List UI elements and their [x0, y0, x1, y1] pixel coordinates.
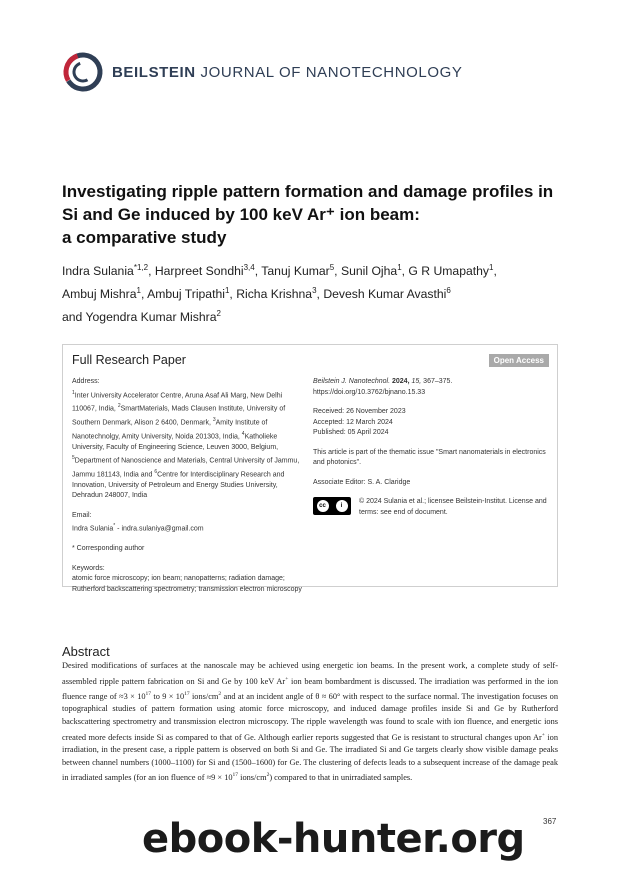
info-left-column [72, 377, 304, 595]
corresponding-note: * Corresponding author [72, 545, 145, 553]
email-label: Email: [72, 511, 92, 519]
author: Yogendra Kumar Mishra$^2$ [85, 309, 221, 325]
author: Richa Krishna$^3$ [236, 286, 317, 302]
info-right-column [313, 377, 551, 518]
cc-by-icon: cc i [313, 497, 351, 515]
email-line: Indra Sulania* - indra.sulaniya@gmail.com [72, 523, 204, 533]
author: Sunil Ojha$^1$ [340, 263, 402, 279]
abstract-heading: Abstract [62, 644, 110, 659]
author-list: Indra Sulania$^{*1,2}$, Harpreet Sondhi$^{3,4}$, Tanuj Kumar$^5$, Sunil Ojha$^1$, G R Umapathy$^1$, Ambuj Mishra$^1$, Ambuj Tripathi$^1$, Richa Krishna$^3$, Devesh Kumar Avasthi$^6$ and Yogendra Kumar Mishra$^2$ [62, 263, 497, 325]
author: Devesh Kumar Avasthi$^6$ [323, 286, 451, 302]
article-title [62, 180, 562, 249]
license-text: © 2024 Sulania et al.; licensee Beilstein-Institut. License and terms: see end of document. [359, 498, 547, 516]
title-line-1: Investigating ripple pattern formation and damage profiles in [62, 182, 554, 201]
address-text: $^1$Inter University Accelerator Centre, Aruna Asaf Ali Marg, New Delhi 110067, India, $^2$SmartMaterials, Mads Clausen Institute, University of Southern Denmark, Alison 2 6400, Denmark, $^3$Amity Institute of Nanotechnolgy, Amity University, Noida 201303, India, $^4$Katholieke University, Faculty of Engineering Science, Leuven 3000, Belgium, $^5$Department of Nanoscience and Materials, Central University of Jammu, Jammu 181143, India and $^6$Centre for Interdisciplinary Research and Innovation, University of Petroleum and Energy Studies University, Dehradun 248007, India [72, 389, 300, 500]
journal-title: JOURNAL OF NANOTECHNOLOGY [200, 63, 463, 81]
article-info-box [62, 344, 558, 593]
watermark-text: ebook-hunter.org [142, 816, 525, 862]
citation: Beilstein J. Nanotechnol. 2024, 15, 367–375. [313, 378, 453, 385]
published-date: Published: 05 April 2024 [313, 429, 389, 436]
keywords-text: atomic force microscopy; ion beam; nanopatterns; radiation damage; Rutherford backscattering spectrometry; transmission electron microscopy [72, 575, 302, 593]
author: Tanuj Kumar$^5$ [261, 263, 335, 279]
beilstein-ring-icon [62, 51, 104, 93]
title-line-3: a comparative study [62, 228, 227, 247]
email-link[interactable]: - indra.sulaniya@gmail.com [115, 525, 204, 533]
associate-editor: Associate Editor: S. A. Claridge [313, 478, 411, 486]
address-label: Address: [72, 378, 100, 385]
title-line-2: Si and Ge induced by 100 keV Ar [62, 205, 326, 224]
page-number: 367 [543, 817, 557, 826]
title-superscript: ⁺ [325, 205, 335, 224]
accepted-date: Accepted: 12 March 2024 [313, 418, 393, 426]
journal-name [112, 64, 463, 81]
open-access-badge: Open Access [489, 354, 549, 367]
author: Ambuj Mishra$^1$ [62, 286, 141, 302]
thematic-issue-note: This article is part of the thematic issue "Smart nanomaterials in electronics and photonics". [313, 448, 546, 466]
author: G R Umapathy$^1$ [408, 263, 494, 279]
journal-logo [62, 52, 463, 92]
doi-link[interactable]: https://doi.org/10.3762/bjnano.15.33 [313, 388, 426, 396]
author: Harpreet Sondhi$^{3,4}$ [154, 263, 255, 279]
keywords-label: Keywords: [72, 564, 105, 572]
title-line-2-end: ion beam: [334, 205, 420, 224]
journal-brand: BEILSTEIN [112, 63, 196, 81]
author: Indra Sulania$^{*1,2}$ [62, 263, 149, 279]
license-block [313, 497, 551, 518]
abstract-text: Desired modifications of surfaces at the nanoscale may be achieved using energetic ion beams. In the present work, a complete study of self-assembled ripple pattern fabrication on Si and Ge by 100 keV Ar+ ion beam bombardment is discussed. The irradiation was performed in the ion fluence range of $\approx 3 \times 10^{17}$ to $9 \times 10^{17}$ ions/$cm^2$ and at an incident angle of θ ≈ 60° with respect to the surface normal. The investigation focuses on topographical studies of pattern formation using atomic force microscopy, and induced damage profiles inside Si and Ge by Rutherford backscattering spectrometry and transmission electron microscopy. The ripple wavelength was found to scale with ion fluence, and energetic ions created more defects inside Si as compared to that of Ge. Although earlier reports suggested that Ge is resistant to structural changes upon Ar+ ion irradiation, in the present case, a ripple pattern is observed on both Si and Ge. The irradiated Si and Ge targets clearly show visible damage peaks between channel numbers (1000–1100) for Si and (1500–1600) for Ge. The clustering of defects leads to a subsequent increase of the damage peak in irradiated samples (for an ion fluence of $\approx 9 \times 10^{17}$ ions/$cm^2$) compared to that in unirradiated samples. [62, 661, 558, 782]
author: Ambuj Tripathi$^1$ [147, 286, 230, 302]
received-date: Received: 26 November 2023 [313, 408, 406, 415]
article-type: Full Research Paper [72, 353, 186, 367]
